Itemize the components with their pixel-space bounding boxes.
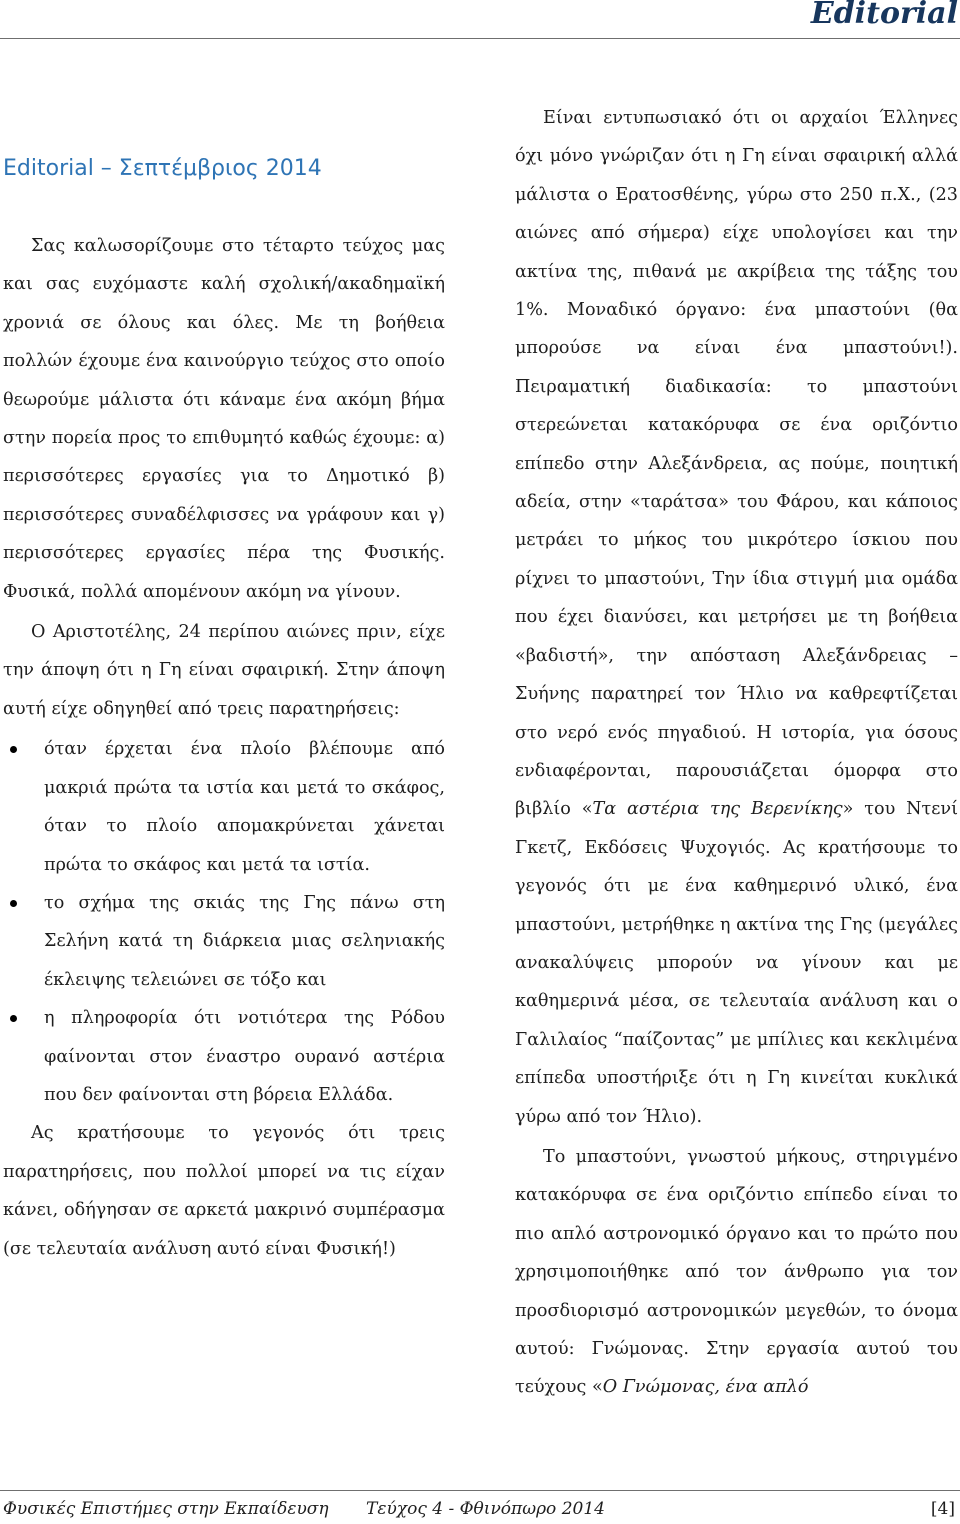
left-column — [3, 227, 445, 1268]
list-item-text: το σχήμα της σκιάς της Γης πάνω στη Σελήνη κατά τη διάρκεια μιας σεληνιακής έκλειψης τελειώνει σε τόξο και — [44, 892, 445, 990]
list-item — [3, 730, 445, 884]
bullet-icon — [10, 746, 17, 753]
list-item — [3, 884, 445, 999]
eratosthenes-paragraph — [515, 99, 958, 1136]
header-rule — [0, 38, 960, 39]
conclusion-rest: παρατηρήσεις, που πολλοί μπορεί να τις είχαν κάνει, οδήγησαν σε αρκετά μακρινό συμπέρασμα (σε τελευταία ανάλυση αυτό είναι Φυσική!) — [3, 1161, 445, 1259]
conclusion-start: Ας κρατήσουμε το γεγονός ότι τρεις — [31, 1123, 445, 1144]
list-item-text: όταν έρχεται ένα πλοίο βλέπουμε από μακριά πρώτα τα ιστία και μετά το σκάφος, όταν το πλοίο απομακρύνεται χάνεται πρώτα το σκάφος και μετά τα ιστία. — [44, 739, 445, 875]
observations-list — [3, 730, 445, 1114]
footer-page-number: [4] — [930, 1499, 955, 1519]
eratosthenes-end: » του Ντενί Γκετζ, Εκδόσεις Ψυχογιός. Ας κρατήσουμε το γεγονός ότι με ένα καθημερινό υλικό, ένα μπαστούνι, μετρήθηκε η ακτίνα της Γης (μεγάλες ανακαλύψεις μπορούν να γίνουν και με καθημερινά μέσα, σε τελευταία ανάλυση και ο Γαλιλαίος “παίζοντας” με μπίλιες και κεκλιμένα επίπεδα υποστήριξε ότι η Γη κινείται κυκλικά γύρω από τον Ήλιο). — [515, 799, 958, 1127]
eratosthenes-text: Είναι εντυπωσιακό ότι οι αρχαίοι Έλληνες όχι μόνο γνώριζαν ότι η Γη είναι σφαιρική αλλά μάλιστα ο Ερατοσθένης, γύρω στο 250 π.Χ., (23 αιώνες από σήμερα) είχε υπολογίσει και την ακτίνα της, πιθανά με ακρίβεια της τάξης του 1%. Μοναδικό όργανο: ένα μπαστούνι (θα μπορούσε να είναι ένα μπαστούνι!). Πειραματική διαδικασία: το μπαστούνι στερεώνεται κατακόρυφα σε ένα οριζόντιο επίπεδο στην Αλεξάνδρεια, ας πούμε, ποιητική αδεία, στην «ταράτσα» του Φάρου, και κάποιος μετράει το μήκος του μικρότερο ίσκιου που ρίχνει το μπαστούνι, Την ίδια στιγμή μια ομάδα που έχει διανύσει, και μετρήσει με τη βοήθεια «βαδιστή», την απόσταση Αλεξάνδρειας – Συήνης παρατηρεί τον Ήλιο να καθρεφτίζεται στο νερό ενός πηγαδιού. Η ιστορία, για όσους ενδιαφέρονται, παρουσιάζεται όμορφα στο βιβλίο « — [515, 108, 958, 820]
list-item-text: η πληροφορία ότι νοτιότερα της Ρόδου φαίνονται στον έναστρο ουρανό αστέρια που δεν φαίνονται στη βόρεια Ελλάδα. — [44, 1008, 445, 1105]
intro-paragraph: Σας καλωσορίζουμε στο τέταρτο τεύχος μας και σας ευχόμαστε καλή σχολική/ακαδημαϊκή χρονιά σε όλους και όλες. Με τη βοήθεια πολλών έχουμε ένα καινούργιο τεύχος στο οποίο θεωρούμε μάλιστα ότι κάναμε ένα ακόμη βήμα στην πορεία προς το επιθυμητό καθώς έχουμε: α) περισσότερες εργασίες για το Δημοτικό β) περισσότερες συναδέλφισσες να γράφουν και γ) περισσότερες εργασίες πέρα της Φυσικής. Φυσικά, πολλά απομένουν ακόμη να γίνουν. — [3, 236, 445, 602]
footer-journal: Φυσικές Επιστήμες στην Εκπαίδευση — [3, 1499, 329, 1519]
gnomon-title: Ο Γνώμονας, ένα απλό — [602, 1377, 809, 1398]
gnomon-paragraph — [515, 1138, 958, 1407]
list-item — [3, 999, 445, 1114]
footer-issue: Τεύχος 4 - Φθινόπωρο 2014 — [366, 1499, 605, 1519]
gnomon-text: Το μπαστούνι, γνωστού μήκους, στηριγμένο κατακόρυφα σε ένα οριζόντιο επίπεδο είναι το πιο απλό αστρονομικό όργανο και το πρώτο που χρησιμοποιήθηκε από τον άνθρωπο για τον προσδιορισμό αστρονομικών μεγεθών, το όνομα αυτού: Γνώμονας. Στην εργασία αυτού του τεύχους « — [515, 1146, 958, 1398]
bullet-icon — [10, 1015, 17, 1022]
article-title: Editorial – Σεπτέμβριος 2014 — [3, 156, 322, 181]
header-title: Editorial — [810, 0, 958, 31]
conclusion-paragraph — [3, 1114, 445, 1152]
aristotle-paragraph: Ο Αριστοτέλης, 24 περίπου αιώνες πριν, είχε την άποψη ότι η Γη είναι σφαιρική. Στην άποψη αυτή είχε οδηγηθεί από τρεις παρατηρήσεις: — [3, 622, 445, 719]
bullet-icon — [10, 900, 17, 907]
right-column — [515, 99, 958, 1407]
footer-rule — [0, 1490, 960, 1491]
book-title: Τα αστέρια της Βερενίκης — [592, 799, 843, 820]
